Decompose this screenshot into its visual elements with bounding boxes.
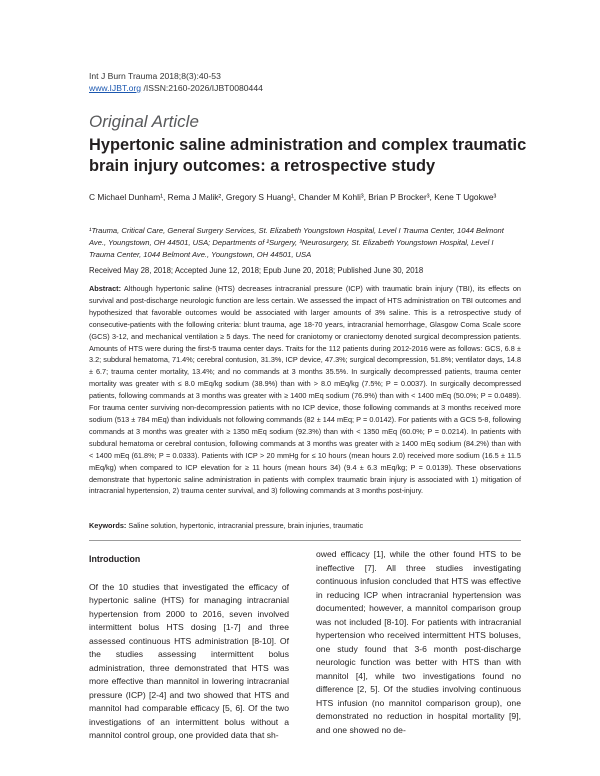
abstract-label: Abstract:	[89, 284, 122, 293]
journal-issn-line	[89, 82, 263, 94]
journal-url-link[interactable]: www.IJBT.org	[89, 83, 142, 93]
introduction-paragraph: Of the 10 studies that investigated the efficacy of hypertonic saline (HTS) for managing intracranial hypertension from 2000 to 2016, seven involved intermittent bolus HTS dosing [1-7] and three assessed continuous HTS administration [8-10]. Of the studies assessing intermittent bolus administration, three demonstrated that HTS was more effective than mannitol in lowering intracranial pressure (ICP) [2-4] and two showed that HTS and mannitol had comparable efficacy [5, 6]. Of the two investigations of an intermittent bolus without a mannitol control group, one provided data that sh-	[89, 581, 289, 740]
author-list: C Michael Dunham¹, Rema J Malik², Gregory S Huang¹, Chander M Kohli³, Brian P Brocker³, Kene T Ugokwe³	[89, 192, 497, 202]
keywords-text: Saline solution, hypertonic, intracranial pressure, brain injuries, traumatic	[126, 521, 364, 530]
body-column-right	[316, 548, 521, 737]
article-section-type: Original Article	[89, 112, 199, 131]
keywords-label: Keywords:	[89, 521, 127, 530]
introduction-heading: Introduction	[89, 554, 141, 564]
introduction-paragraph-continued: owed efficacy [1], while the other found HTS to be ineffective [7]. All three studies investigating continuous infusion concluded that HTS was effective in reducing ICP when intracranial hypertension was documented; however, a mannitol comparison group was not included [8-10]. For patients with intracranial hypertension who received intermittent HTS boluses, one study found that 3-6 month post-discharge neurologic function was better with HTS than with mannitol [4], while two investigations found no difference [2, 5]. Of the studies involving continuous HTS infusion (no mannitol comparison group), one demonstrated no reduction in hospital mortality [9], and one showed no de-	[316, 549, 521, 735]
article-title: Hypertonic saline administration and complex traumatic brain injury outcomes: a retrospective study	[89, 136, 527, 175]
publication-dates: Received May 28, 2018; Accepted June 12, 2018; Epub June 20, 2018; Published June 30, 2018	[89, 266, 424, 275]
keywords	[89, 520, 521, 531]
journal-citation: Int J Burn Trauma 2018;8(3):40-53	[89, 71, 221, 81]
body-column-left	[89, 553, 289, 743]
abstract	[89, 283, 521, 497]
section-divider	[89, 540, 521, 541]
journal-header	[89, 70, 263, 94]
affiliations: ¹Trauma, Critical Care, General Surgery Services, St. Elizabeth Youngstown Hospital, Level I Trauma Center, 1044 Belmont Ave., Youngstown, OH 44501, USA; Departments of ²Surgery, ³Neurosurgery, St. Elizabeth Youngstown Hospital, Level I Trauma Center, 1044 Belmont Ave., Youngstown, OH 44501, USA	[89, 226, 504, 259]
abstract-text: Although hypertonic saline (HTS) decreases intracranial pressure (ICP) with traumatic brain injury (TBI), its effects on survival and post-discharge neurologic function are less certain. We assessed the impact of HTS administration on TBI outcomes and hypothesized that favorable outcomes would be associated with larger amounts of 3% saline. This is a retrospective study of consecutive-patients with the following criteria: blunt trauma, age 18-70 years, intracranial hemorrhage, Glasgow Coma Scale score (GCS) 3-12, and mechanical ventilation ≥ 5 days. The need for craniotomy or craniectomy denoted surgical decompression patients. Amounts of HTS were during the first-5 trauma center days. Traits for the 112 patients during 2012-2016 were as follows: GCS, 6.8 ± 3.2; subdural hematoma, 71.4%; cerebral contusion, 31.3%, ICP device, 47.3%; surgical decompression, 51.8%; ventilator days, 14.8 ± 6.7; trauma center mortality, 13.4%; and no commands at 3 months 35.5%. In surgically decompressed patients, trauma center mortality was greater with ≤ 8.0 mEq/kg sodium (38.9%) than with > 8.0 mEq/kg (7.5%; P = 0.0037). In surgically decompressed patients, following commands at 3 months was greater with ≥ 1400 mEq sodium (76.9%) than with < 1400 mEq (50.0%; P = 0.0489). For trauma center surviving non-decompression patients with no ICP device, those following commands at 3 months received more sodium (513 ± 784 mEq) than individuals not following commands (82 ± 144 mEq; P = 0.0142). For patients with a GCS 5-8, following commands at 3 months was greater with ≥ 1350 mEq sodium (92.3%) than with < 1350 mEq (60.0%; P = 0.0214). In patients with subdural hematoma or cerebral contusion, following commands at 3 months was greater with ≥ 1400 mEq sodium (84.2%) than with < 1400 mEq (61.8%; P = 0.0333). Patients with ICP > 20 mmHg for ≤ 10 hours (mean hours 2.0) received more sodium (16.5 ± 11.5 mEq/kg) when compared to ICP elevation for ≥ 11 hours (mean hours 34) (9.4 ± 6.3 mEq/kg; P = 0.0139). These observations demonstrate that hypertonic saline administration in patients with complex traumatic brain injury is associated with 1) mitigation of intracranial hypertension, 2) trauma center survival, and 3) following commands at 3 months post-injury.	[89, 284, 521, 496]
journal-issn: /ISSN:2160-2026/IJBT0080444	[141, 83, 263, 93]
